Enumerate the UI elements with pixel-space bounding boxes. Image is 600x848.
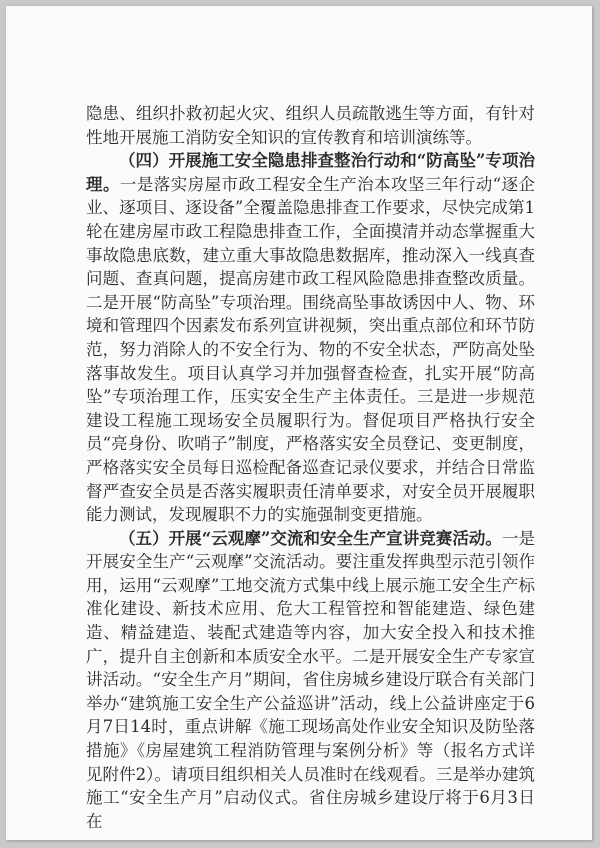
paragraph-section-four [86,149,535,527]
document-page [6,6,592,840]
section-four-heading: （四）开展施工安全隐患排查整治行动和“防高坠”专项治理。 [86,151,535,194]
paragraph-text: 一是落实房屋市政工程安全生产治本攻坚三年行动“逐企业、逐项目、逐设备”全覆盖隐患排查工作要求，尽快完成第1轮在建房屋市政工程隐患排查工作，全面摸清并动态掌握重大事故隐患底数，建立重大事故隐患数据库，推动深入一线真查问题、查真问题，提高房建市政工程风险隐患排查整改质量。二是开展“防高坠”专项治理。围绕高坠事故诱因中人、物、环境和管理四个因素发布系列宣讲视频，突出重点部位和环节防范，努力消除人的不安全行为、物的不安全状态，严防高处坠落事故发生。项目认真学习并加强督查检查，扎实开展“防高坠”专项治理工作，压实安全生产主体责任。三是进一步规范建设工程施工现场安全员履职行为。督促项目严格执行安全员“亮身份、吹哨子”制度，严格落实安全员登记、变更制度，严格落实安全员每日巡检配备巡查记录仪要求，并结合日常监督严查安全员是否落实履职责任清单要求，对安全员开展履职能力测试，发现履职不力的实施强制变更措施。 [86,174,535,525]
paragraph-text: 隐患、组织扑救初起火灾、组织人员疏散逃生等方面，有针对性地开展施工消防安全知识的宣传教育和培训演练等。 [86,104,535,147]
paragraph-text: 一是开展安全生产“云观摩”交流活动。要注重发挥典型示范引领作用，运用“云观摩”工地交流方式集中线上展示施工安全生产标准化建设、新技术应用、危大工程管控和智能建造、绿色建造、精益建造、装配式建造等内容，加大安全投入和技术推广，提升自主创新和本质安全水平。二是开展安全生产专家宣讲活动。“安全生产月”期间，省住房城乡建设厅联合有关部门举办“建筑施工安全生产公益巡讲”活动，线上公益讲座定于6月7日14时，重点讲解《施工现场高处作业安全知识及防坠落措施》《房屋建筑工程消防管理与案例分析》等（报名方式详见附件2）。请项目组织相关人员准时在线观看。三是举办建筑施工“安全生产月”启动仪式。省住房城乡建设厅将于6月3日在 [86,528,536,831]
section-five-heading: （五）开展“云观摩”交流和安全生产宣讲竞赛活动。 [119,528,502,548]
document-body [86,102,535,833]
paragraph-continuation [86,102,535,149]
paragraph-section-five [86,527,535,834]
